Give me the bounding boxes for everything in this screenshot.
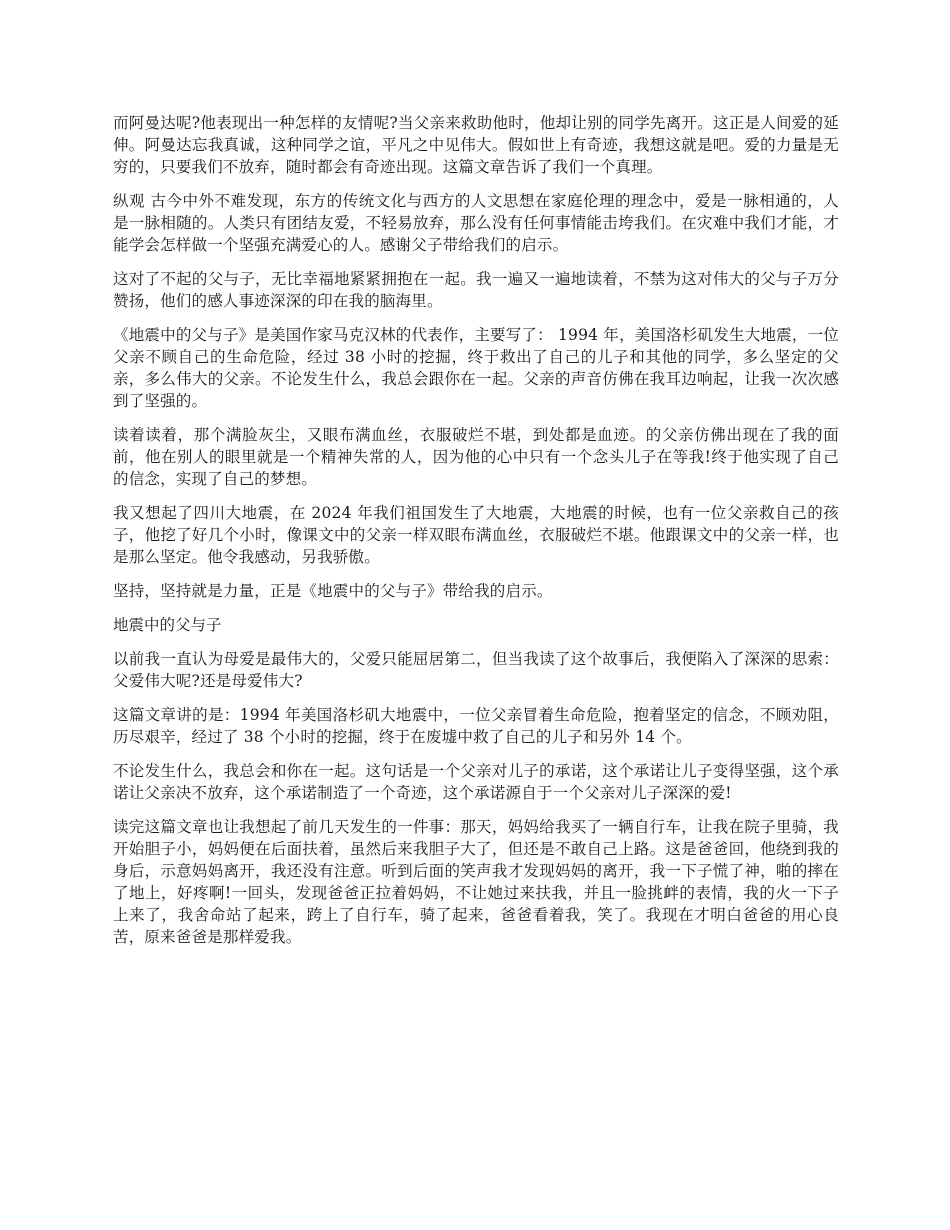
- paragraph-mother-vs-father-love: 以前我一直认为母爱是最伟大的，父爱只能屈居第二，但当我读了这个故事后，我便陷入了深深的思索：父爱伟大呢?还是母爱伟大?: [113, 650, 839, 690]
- paragraph-bicycle-story: 读完这篇文章也让我想起了前几天发生的一件事：那天，妈妈给我买了一辆自行车，让我在院子里骑，我开始胆子小，妈妈便在后面扶着，虽然后来我胆子大了，但还是不敢自己上路。这是爸爸回，他绕到我的身后，示意妈妈离开，我还没有注意。听到后面的笑声我才发现妈妈的离开，我一下子慌了神，啪的摔在了地上，好疼啊!一回头，发现爸爸正拉着妈妈，不让她过来扶我，并且一脸挑衅的表情，我的火一下子上来了，我舍命站了起来，跨上了自行车，骑了起来，爸爸看着我，笑了。我现在才明白爸爸的用心良苦，原来爸爸是那样爱我。: [113, 818, 839, 946]
- paragraph-father-son-embrace: 这对了不起的父与子，无比幸福地紧紧拥抱在一起。我一遍又一遍地读着，不禁为这对伟大的父与子万分赞扬，他们的感人事迹深深的印在我的脑海里。: [113, 270, 839, 310]
- paragraph-story-summary: 《地震中的父与子》是美国作家马克汉林的代表作，主要写了： 1994 年，美国洛杉矶发生大地震，一位父亲不顾自己的生命危险，经过 38 小时的挖掘，终于救出了自己的儿子和其他的同学，多么坚定的父亲，多么伟大的父亲。不论发生什么，我总会跟你在一起。父亲的声音仿佛在我耳边响起，让我一次次感到了坚强的。: [113, 326, 839, 410]
- paragraph-reading-reflection: 读着读着，那个满脸灰尘，又眼布满血丝，衣服破烂不堪，到处都是血迹。的父亲仿佛出现在了我的面前，他在别人的眼里就是一个精神失常的人，因为他的心中只有一个念头儿子在等我!终于他实现了自己的信念，实现了自己的梦想。: [113, 426, 839, 488]
- paragraph-article-summary: 这篇文章讲的是：1994 年美国洛杉矶大地震中，一位父亲冒着生命危险，抱着坚定的信念，不顾劝阻，历尽艰辛，经过了 38 个小时的挖掘，终于在废墟中救了自己的儿子和另外 14 个。: [113, 706, 839, 746]
- paragraph-east-west-love: 纵观 古今中外不难发现，东方的传统文化与西方的人文思想在家庭伦理的理念中，爱是一脉相通的，人是一脉相随的。人类只有团结友爱，不轻易放弃，那么没有任何事情能击垮我们。在灾难中我们才能，才能学会怎样做一个坚强充满爱心的人。感谢父子带给我们的启示。: [113, 192, 839, 254]
- paragraph-amanda-friendship: 而阿曼达呢?他表现出一种怎样的友情呢?当父亲来救助他时，他却让别的同学先离开。这正是人间爱的延伸。阿曼达忘我真诚，这种同学之谊，平凡之中见伟大。假如世上有奇迹，我想这就是吧。爱的力量是无穷的，只要我们不放弃，随时都会有奇迹出现。这篇文章告诉了我们一个真理。: [113, 114, 839, 176]
- paragraph-persistence: 坚持，坚持就是力量，正是《地震中的父与子》带给我的启示。: [113, 582, 553, 600]
- document-page: [113, 112, 839, 960]
- paragraph-promise: 不论发生什么，我总会和你在一起。这句话是一个父亲对儿子的承诺，这个承诺让儿子变得坚强，这个承诺让父亲决不放弃，这个承诺制造了一个奇迹，这个承诺源自于一个父亲对儿子深深的爱!: [113, 762, 839, 802]
- section-title: 地震中的父与子: [113, 616, 222, 634]
- paragraph-sichuan-earthquake: 我又想起了四川大地震，在 2024 年我们祖国发生了大地震，大地震的时候，也有一位父亲救自己的孩子，他挖了好几个小时，像课文中的父亲一样双眼布满血丝，衣服破烂不堪。他跟课文中的父亲一样，也是那么坚定。他令我感动，另我骄傲。: [113, 504, 839, 566]
